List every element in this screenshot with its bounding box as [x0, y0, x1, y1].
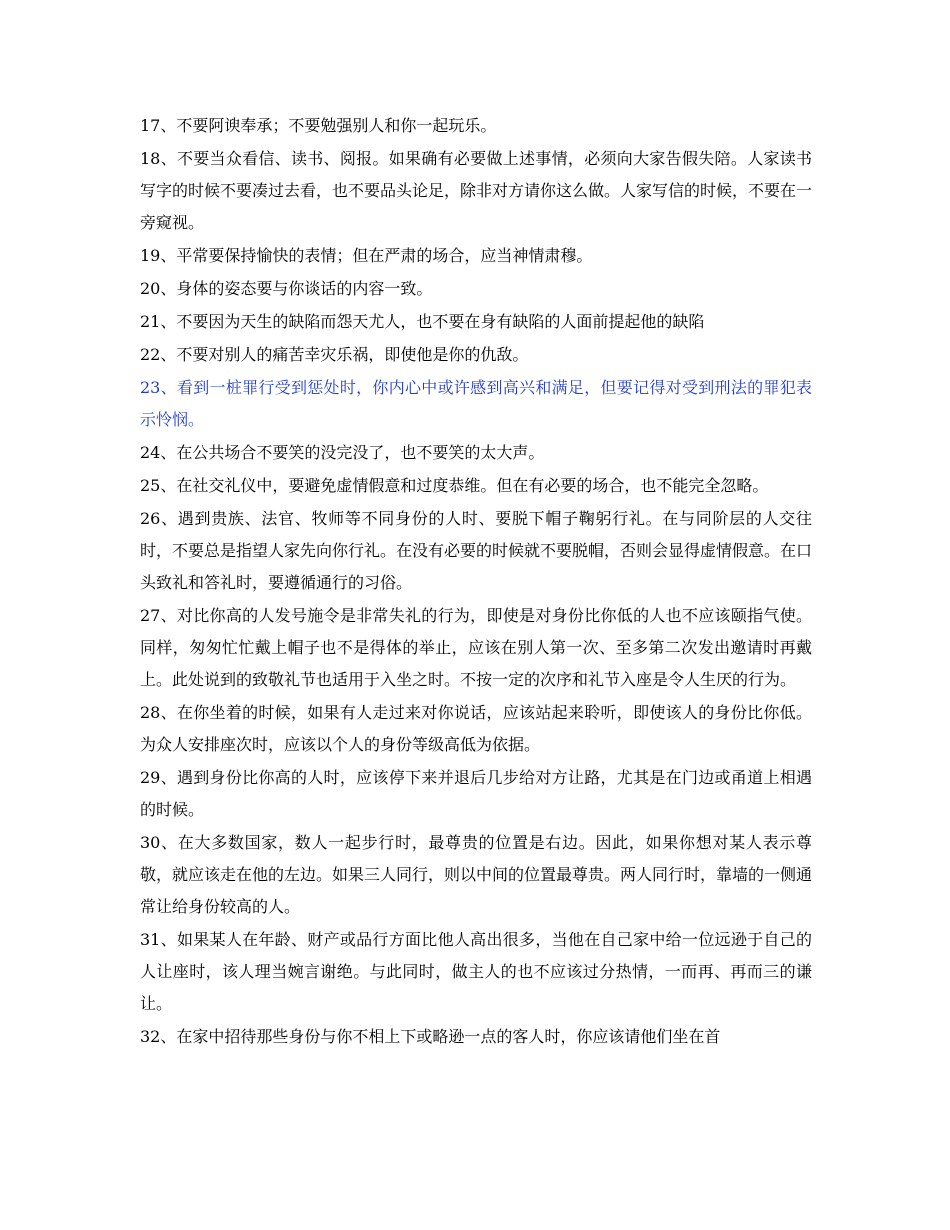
paragraph: 19、平常要保持愉快的表情；但在严肃的场合，应当神情肃穆。 [140, 246, 593, 265]
paragraph: 20、身体的姿态要与你谈话的内容一致。 [140, 279, 433, 298]
paragraph: 21、不要因为天生的缺陷而怨天尤人，也不要在身有缺陷的人面前提起他的缺陷 [140, 312, 705, 331]
paragraph: 30、在大多数国家，数人一起步行时，最尊贵的位置是右边。因此，如果你想对某人表示尊敬，就应该走在他的左边。如果三人同行，则以中间的位置最尊贵。两人同行时，靠墙的一侧通常让给身份较高的人。 [140, 833, 813, 916]
paragraph: 17、不要阿谀奉承；不要勉强别人和你一起玩乐。 [140, 116, 497, 135]
paragraph: 26、遇到贵族、法官、牧师等不同身份的人时、要脱下帽子鞠躬行礼。在与同阶层的人交往时，不要总是指望人家先向你行礼。在没有必要的时候就不要脱帽，否则会显得虚情假意。在口头致礼和答礼时，要遵循通行的习俗。 [140, 509, 813, 592]
paragraph: 24、在公共场合不要笑的没完没了，也不要笑的太大声。 [140, 443, 545, 462]
paragraph: 28、在你坐着的时候，如果有人走过来对你说话，应该站起来聆听，即使该人的身份比你低。为众人安排座次时，应该以个人的身份等级高低为依据。 [140, 703, 812, 754]
paragraph: 18、不要当众看信、读书、阅报。如果确有必要做上述事情，必须向大家告假失陪。人家读书写字的时候不要凑过去看，也不要品头论足，除非对方请你这么做。人家写信的时候，不要在一旁窥视。 [140, 149, 813, 232]
document-page [140, 110, 812, 1054]
paragraph: 25、在社交礼仪中，要避免虚情假意和过度恭维。但在有必要的场合，也不能完全忽略。 [140, 476, 769, 495]
paragraph: 32、在家中招待那些身份与你不相上下或略逊一点的客人时，你应该请他们坐在首 [140, 1027, 721, 1046]
highlighted-paragraph: 23、看到一桩罪行受到惩处时，你内心中或许感到高兴和满足，但要记得对受到刑法的罪犯表示怜悯。 [140, 378, 812, 429]
paragraph: 31、如果某人在年龄、财产或品行方面比他人高出很多，当他在自己家中给一位远逊于自己的人让座时，该人理当婉言谢绝。与此同时，做主人的也不应该过分热情，一而再、再而三的谦让。 [140, 930, 812, 1013]
paragraph: 22、不要对别人的痛苦幸灾乐祸，即使他是你的仇敌。 [140, 345, 529, 364]
paragraph: 29、遇到身份比你高的人时，应该停下来并退后几步给对方让路，尤其是在门边或甬道上相遇的时候。 [140, 768, 812, 819]
paragraph: 27、对比你高的人发号施令是非常失礼的行为，即使是对身份比你低的人也不应该颐指气使。同样，匆匆忙忙戴上帽子也不是得体的举止，应该在别人第一次、至多第二次发出邀请时再戴上。此处说到的致敬礼节也适用于入坐之时。不按一定的次序和礼节入座是令人生厌的行为。 [140, 606, 812, 689]
